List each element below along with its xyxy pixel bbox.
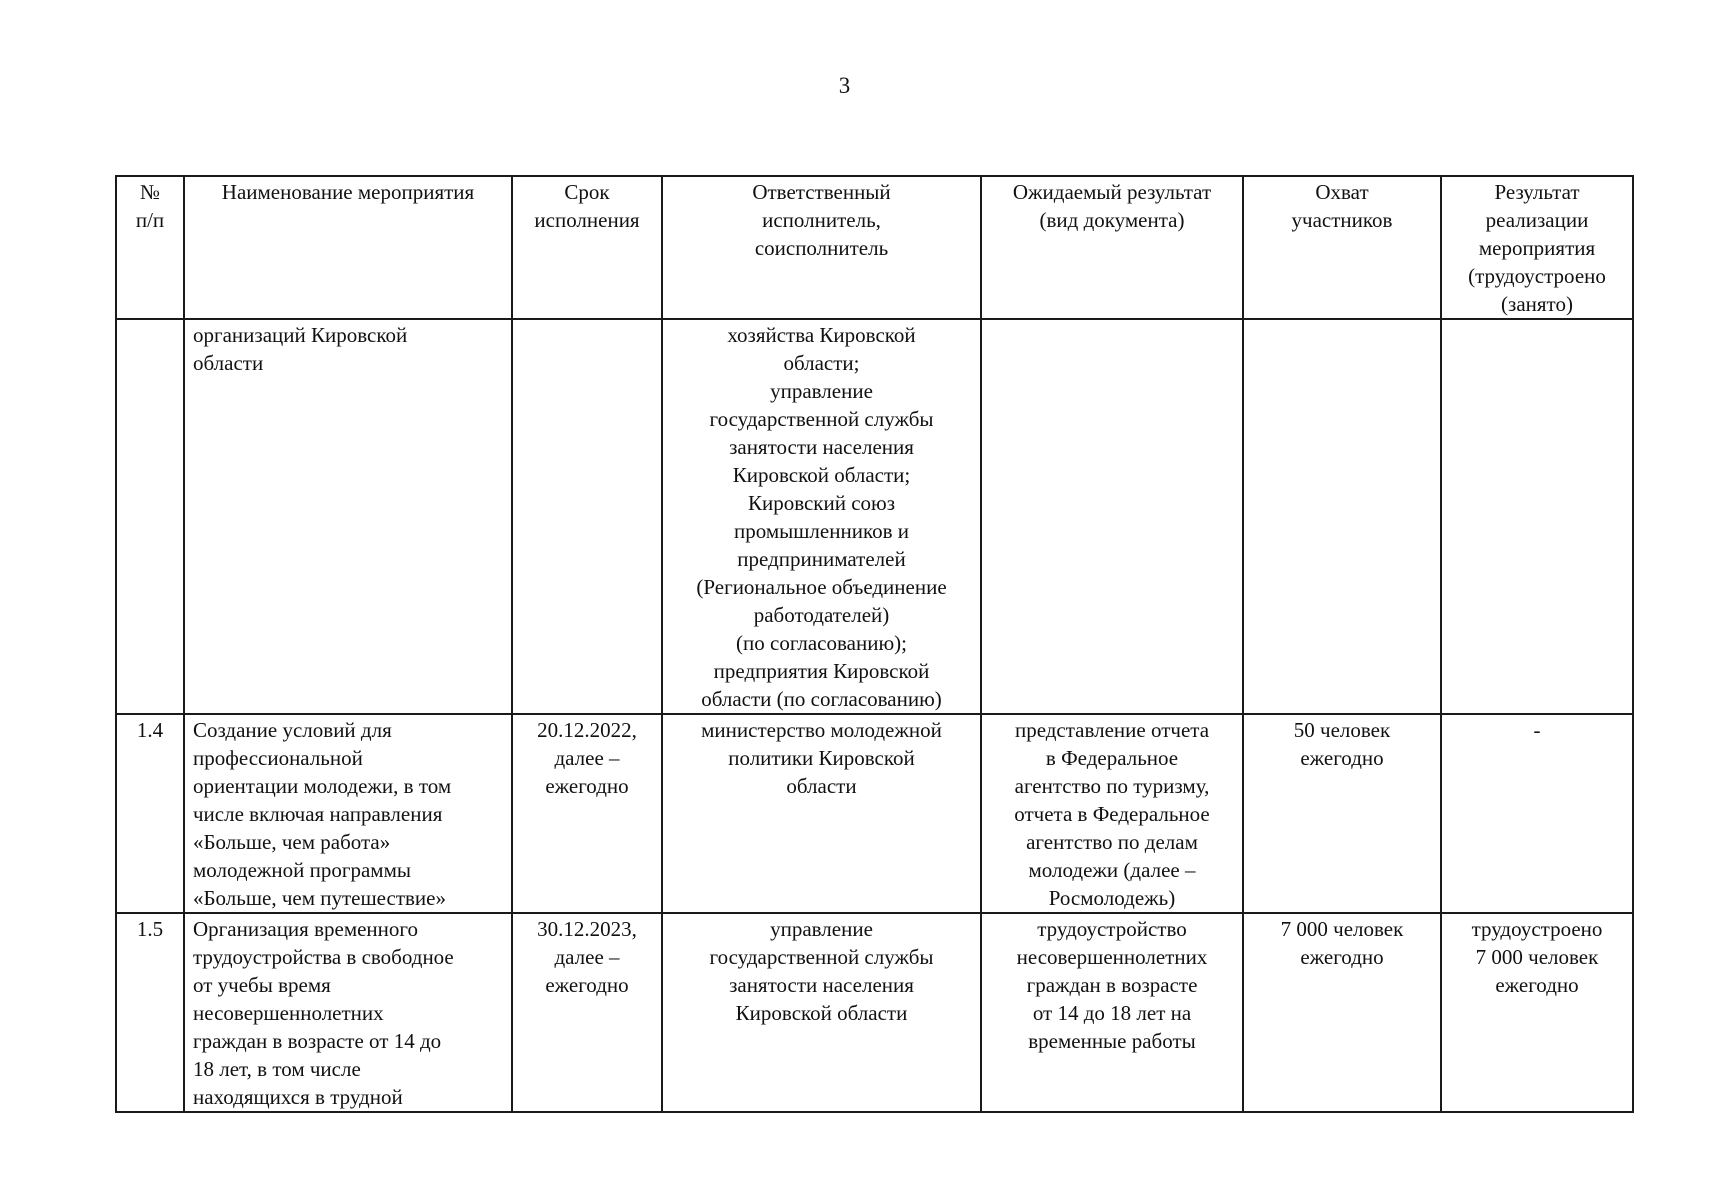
cell-number: 1.4 [116, 714, 184, 913]
cell-deadline: 20.12.2022, далее – ежегодно [512, 714, 662, 913]
header-deadline: Срок исполнения [512, 176, 662, 319]
table-row [116, 714, 1633, 913]
measures-table [115, 175, 1634, 1113]
cell-outcome: трудоустроено 7 000 человек ежегодно [1441, 913, 1633, 1112]
cell-responsible: министерство молодежной политики Кировской области [662, 714, 981, 913]
header-event-name: Наименование мероприятия [184, 176, 512, 319]
cell-number [116, 319, 184, 714]
cell-event-name: Создание условий для профессиональной ориентации молодежи, в том числе включая направления «Больше, чем работа» молодежной программы «Больше, чем путешествие» [184, 714, 512, 913]
cell-number: 1.5 [116, 913, 184, 1112]
cell-expected-result [981, 319, 1243, 714]
header-outcome: Результат реализации мероприятия (трудоустроено (занято) [1441, 176, 1633, 319]
cell-expected-result: представление отчета в Федеральное агентство по туризму, отчета в Федеральное агентство по делам молодежи (далее – Росмолодежь) [981, 714, 1243, 913]
page-number: 3 [838, 73, 851, 98]
header-responsible: Ответственный исполнитель, соисполнитель [662, 176, 981, 319]
cell-event-name: Организация временного трудоустройства в свободное от учебы время несовершеннолетних граждан в возрасте от 14 до 18 лет, в том числе находящихся в трудной [184, 913, 512, 1112]
table-row [116, 319, 1633, 714]
cell-event-name: организаций Кировской области [184, 319, 512, 714]
cell-outcome: - [1441, 714, 1633, 913]
table-header-row [116, 176, 1633, 319]
table-row [116, 913, 1633, 1112]
cell-deadline [512, 319, 662, 714]
cell-coverage: 7 000 человек ежегодно [1243, 913, 1441, 1112]
cell-coverage: 50 человек ежегодно [1243, 714, 1441, 913]
header-number: № п/п [116, 176, 184, 319]
cell-outcome [1441, 319, 1633, 714]
cell-coverage [1243, 319, 1441, 714]
cell-expected-result: трудоустройство несовершеннолетних граждан в возрасте от 14 до 18 лет на временные работы [981, 913, 1243, 1112]
header-coverage: Охват участников [1243, 176, 1441, 319]
cell-responsible: хозяйства Кировской области; управление государственной службы занятости населения Кировской области; Кировский союз промышленников и предпринимателей (Региональное объединение работодателей) (по согласованию); предприятия Кировской области (по согласованию) [662, 319, 981, 714]
header-expected-result: Ожидаемый результат (вид документа) [981, 176, 1243, 319]
cell-responsible: управление государственной службы занятости населения Кировской области [662, 913, 981, 1112]
cell-deadline: 30.12.2023, далее – ежегодно [512, 913, 662, 1112]
